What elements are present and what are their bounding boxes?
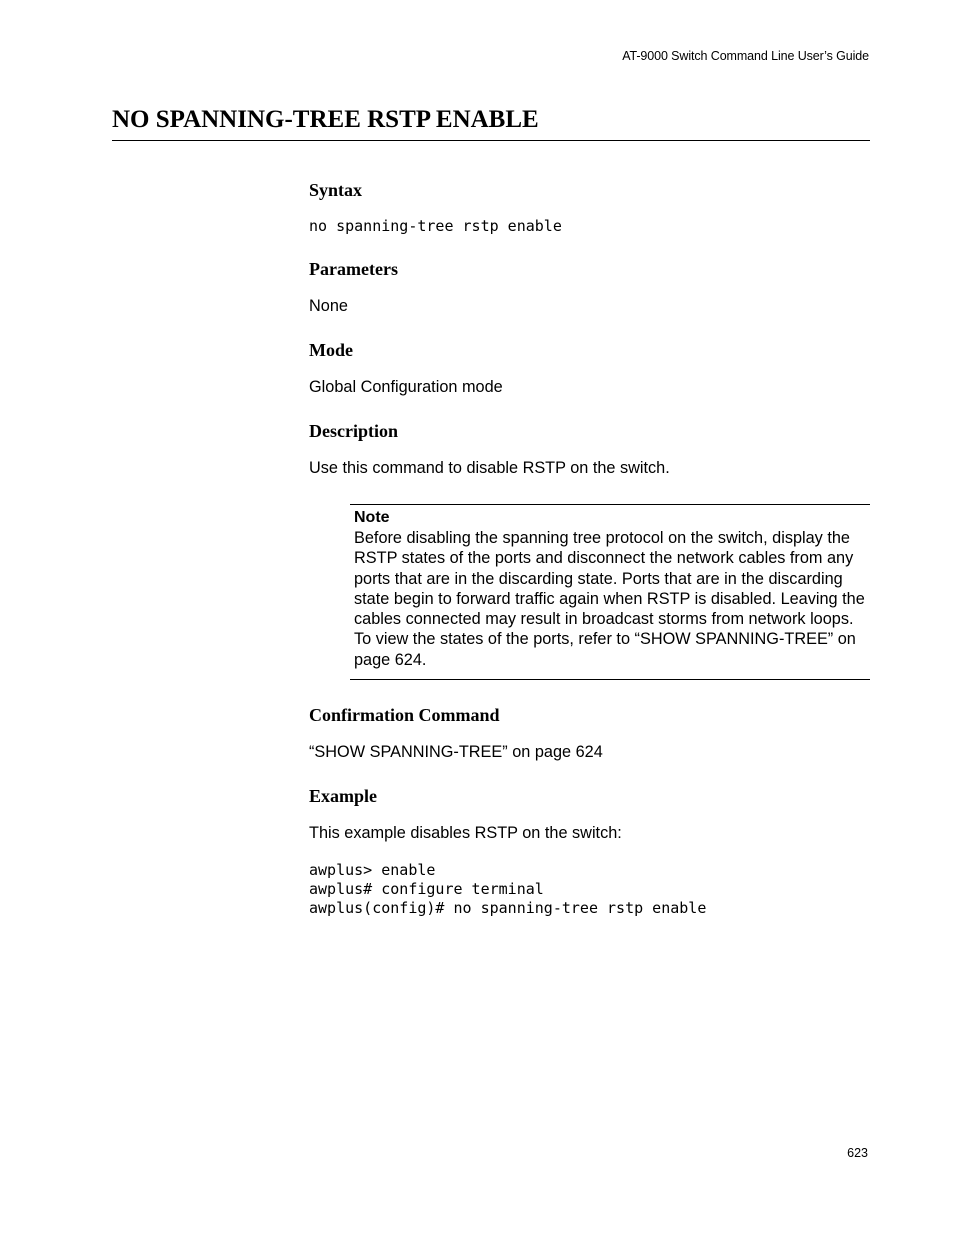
mode-text: Global Configuration mode [309,378,503,396]
note-label: Note [354,509,390,526]
syntax-heading: Syntax [309,180,363,200]
example-code-line: awplus> enable [309,861,436,879]
note-text: Before disabling the spanning tree protocol on the switch, display the RSTP states of the ports and disconnect the network cables from any ports that are in the discarding state. Ports that are in the discarding state begin to forward traffic again when RSTP is disabled. Leaving the cables connected may result in broadcast storms from network loops. To view the states of the ports, refer to “SHOW SPANNING-TREE” on page 624. [354,529,865,669]
page-number: 623 [847,1146,868,1160]
syntax-command: no spanning-tree rstp enable [309,217,562,235]
example-text: This example disables RSTP on the switch: [309,824,622,842]
example-code-line: awplus(config)# no spanning-tree rstp enable [309,899,707,917]
parameters-heading: Parameters [309,259,398,279]
running-header: AT-9000 Switch Command Line User’s Guide [622,49,869,63]
page-title: NO SPANNING-TREE RSTP ENABLE [112,106,539,133]
mode-heading: Mode [309,340,353,360]
confirmation-link[interactable]: “SHOW SPANNING-TREE” on page 624 [309,743,603,761]
description-heading: Description [309,421,398,441]
example-heading: Example [309,786,378,806]
parameters-text: None [309,297,348,315]
description-text: Use this command to disable RSTP on the switch. [309,459,670,477]
note-box [350,504,870,680]
title-rule [112,140,870,141]
confirmation-heading: Confirmation Command [309,705,500,725]
example-code-line: awplus# configure terminal [309,880,544,898]
